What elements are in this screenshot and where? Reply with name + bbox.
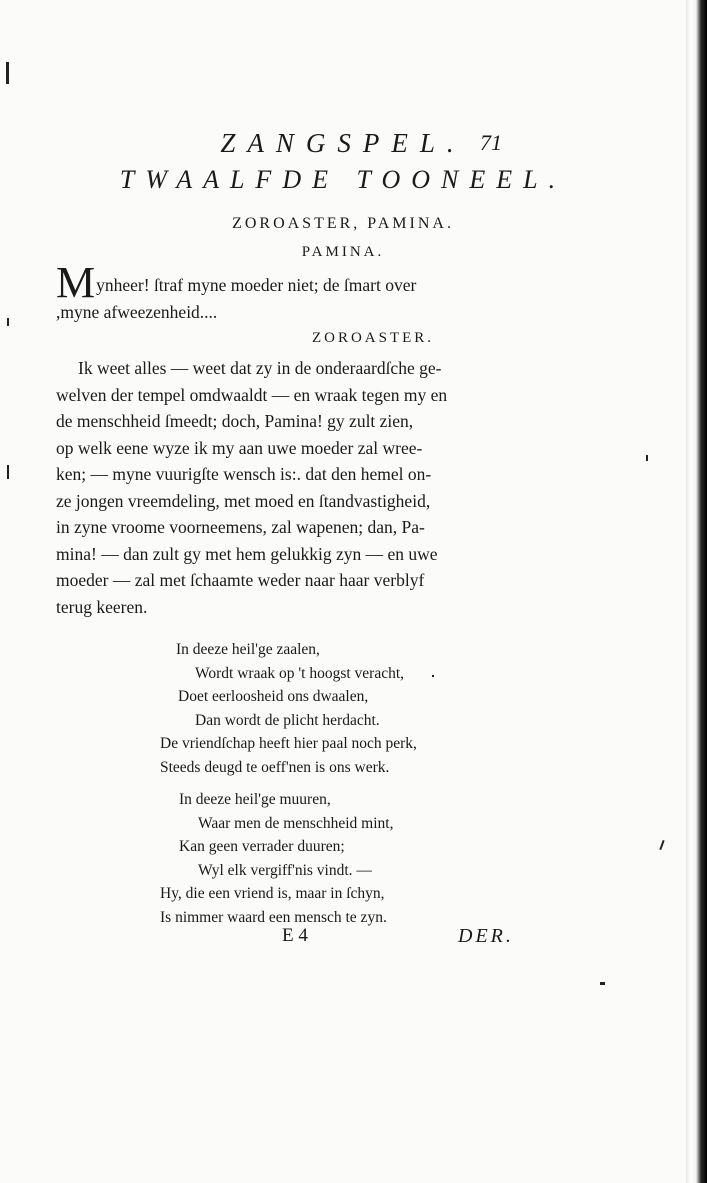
speaker-pamina: PAMINA. xyxy=(301,244,385,260)
prose-line: in zyne vroome voorneemens, zal wapenen; dan, Pa- xyxy=(56,517,425,537)
prose-line: Mynheer! ſtraf myne moeder niet; de ſmart over xyxy=(56,258,417,307)
verse-line: In deeze heil'ge muuren, xyxy=(179,791,331,808)
verse-line: De vriendſchap heeft hier paal noch perk, xyxy=(160,735,417,752)
prose-line: mina! — dan zult gy met hem gelukkig zyn — en uwe xyxy=(56,543,438,564)
prose-line: welven der tempel omdwaaldt — en wraak tegen my en xyxy=(56,384,448,405)
verse-line: Wyl elk vergiff'nis vindt. — xyxy=(198,861,372,879)
prose-line: ze jongen vreemdeling, met moed en ſtandvastigheid, xyxy=(56,490,431,511)
prose-line: de menschheid ſmeedt; doch, Pamina! gy zult zien, xyxy=(56,411,414,431)
prose-line: moeder — zal met ſchaamte weder naar haar verblyf xyxy=(56,570,425,590)
signature-mark: E 4 xyxy=(282,925,308,946)
prose-line: terug keeren. xyxy=(56,596,148,617)
cast-list: ZOROASTER, PAMINA. xyxy=(232,215,454,232)
verse-stanza-2 xyxy=(0,788,686,929)
speaker-zoroaster: ZOROASTER. xyxy=(311,330,435,346)
running-head xyxy=(0,128,686,158)
binding-mark xyxy=(6,62,9,84)
verse-line: Doet eerloosheid ons dwaalen, xyxy=(178,688,369,705)
verse-line: Dan wordt de plicht herdacht. xyxy=(195,711,380,729)
prose-line: op welk eene wyze ik my aan uwe moeder zal wree- xyxy=(56,437,423,458)
drop-cap: M xyxy=(56,258,96,307)
verse-stanza-1 xyxy=(0,638,686,779)
verse-line: Is nimmer waard een mensch te zyn. xyxy=(160,908,387,926)
page-edge xyxy=(686,0,707,1183)
page-number: 71 xyxy=(480,130,502,155)
verse-line: In deeze heil'ge zaalen, xyxy=(176,641,320,658)
speck-mark xyxy=(600,982,605,985)
prose-line: ,myne afweezenheid.... xyxy=(56,301,218,322)
verse-line: Steeds deugd te oeff'nen is ons werk. xyxy=(160,758,390,776)
speech-zoroaster xyxy=(56,355,524,620)
verse-line: Wordt wraak op 't hoogst veracht, xyxy=(195,664,405,682)
speech-pamina xyxy=(56,258,524,325)
speck-mark xyxy=(646,455,648,461)
catchword: DER. xyxy=(458,925,514,947)
verse-line: Waar men de menschheid mint, xyxy=(198,814,394,832)
binding-mark xyxy=(7,318,9,326)
prose-line: Ik weet alles — weet dat zy in de onderaardſche ge- xyxy=(78,358,442,378)
verse-line: Hy, die een vriend is, maar in ſchyn, xyxy=(160,885,385,902)
prose-line: ken; — myne vuurigſte wensch is:. dat den hemel on- xyxy=(56,464,432,484)
verse-line: Kan geen verrader duuren; xyxy=(179,838,345,855)
speck-mark xyxy=(432,675,434,677)
running-title: ZANGSPEL. xyxy=(220,128,466,158)
binding-mark xyxy=(7,465,9,479)
scene-heading: TWAALFDE TOONEEL. xyxy=(119,165,567,194)
